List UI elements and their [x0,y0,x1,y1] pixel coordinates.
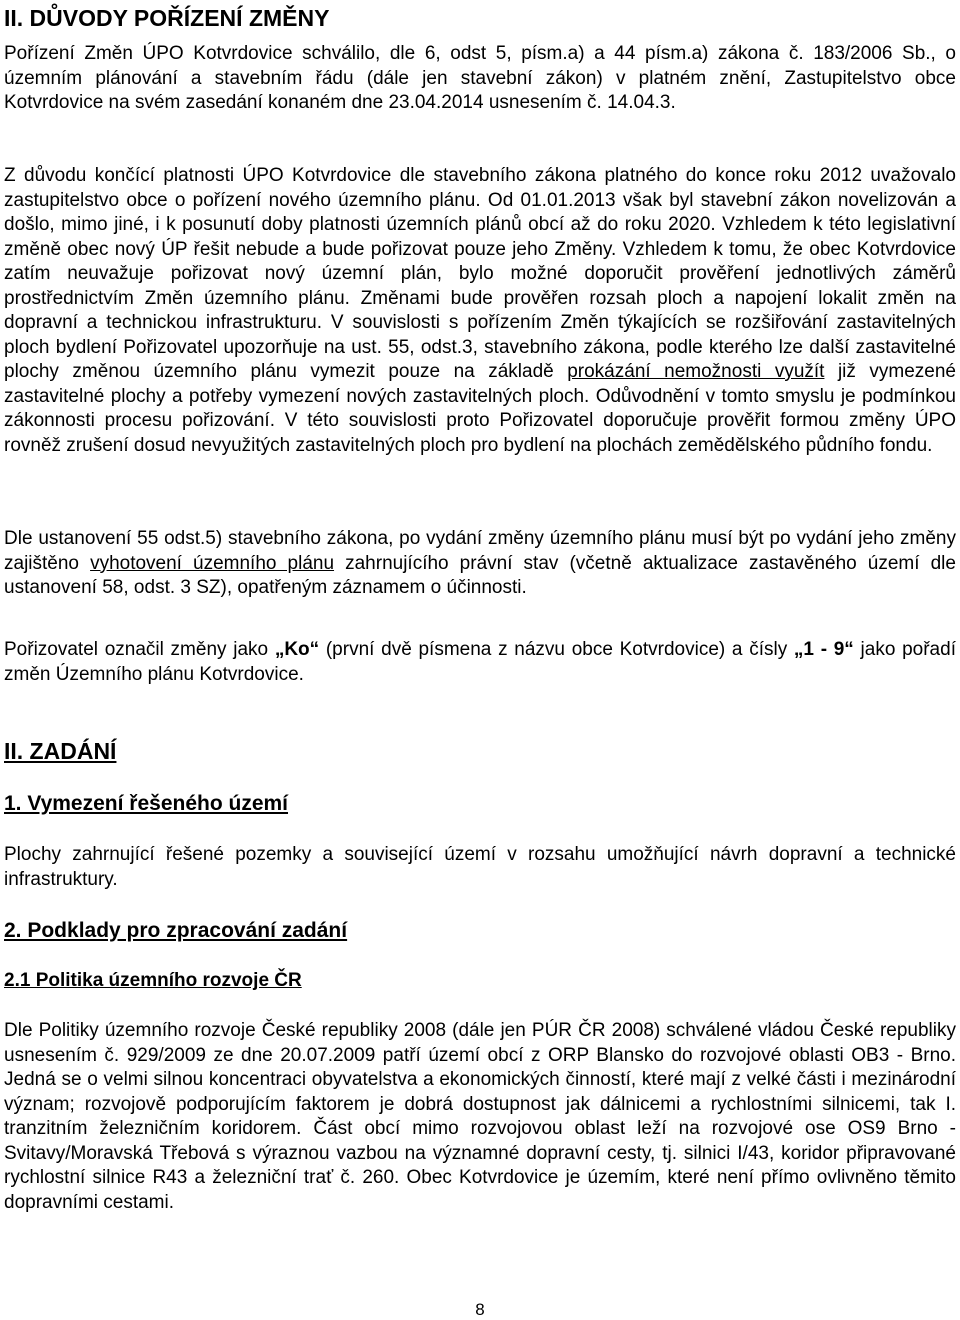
subsection-title-policy: 2.1 Politika územního rozvoje ČR [4,970,302,991]
subsection-title-sources: 2. Podklady pro zpracování zadání [4,919,348,942]
text-run: zahrnujícího právní stav (včetně aktualizace zastavěného území dle ustanovení 58, odst. 3 SZ), opatřeným záznamem o účinnosti. [4,552,956,598]
paragraph-validity-reasoning [4,164,956,458]
text-run: Z důvodu končící platnosti ÚPO Kotvrdovice dle stavebního zákona platného do konce roku 2012 uvažovalo zastupitelstvo obce o pořízení nového územního plánu. Od 01.01.2013 však byl stavební zákon novelizován a došlo, mimo jiné, i k posunutí doby platnosti územních plánů obcí až do roku 2020. Vzhledem k této legislativní změně obec nový ÚP řešit nebude a bude pořizovat pouze jeho Změny. Vzhledem k tomu, že obec Kotvrdovice zatím neuvažuje pořizovat nový územní plán, bylo možné doporučit prověření jednotlivých záměrů prostřednictvím Změn územního plánu. Změnami bude prověřen rozsah ploch a napojení lokalit změn na dopravní a technickou infrastrukturu. V souvislosti s pořízením Změn týkajících se rozšiřování zastavitelných ploch bydlení Pořizovatel upozorňuje na ust. 55, odst.3, stavebního zákona, podle kterého lze další zastavitelné plochy změnou územního plánu vymezit pouze na základě [4,165,956,382]
page-number: 8 [475,1300,485,1319]
text-run: Pořizovatel označil změny jako [4,639,275,660]
bold-text: „1 - 9“ [793,639,854,660]
text-run: již vymezené zastavitelné plochy a potřeby vymezení nových zastavitelných ploch. Odůvodnění v tomto smyslu je podmínkou zákonnosti procesu pořizování. V této souvislosti proto Pořizovatel doporučuje prověřit formou změny ÚPO rovněž zrušení dosud nevyužitých zastavitelných ploch pro bydlení na plochách zemědělského půdního fondu. [4,361,956,456]
section-title-reasons: II. DŮVODY POŘÍZENÍ ZMĚNY [4,5,330,31]
text-run: Dle ustanovení 55 odst.5) stavebního zákona, po vydání změny územního plánu musí být po vydání jeho změny zajištěno [4,528,956,574]
bold-text: „Ko“ [274,639,320,660]
subsection-title-area: 1. Vymezení řešeného území [4,792,289,815]
paragraph-change-labeling [4,638,956,687]
paragraph-area-definition: Plochy zahrnující řešené pozemky a související území v rozsahu umožňující návrh dopravní a technické infrastruktury. [4,844,956,890]
text-run: (první dvě písmena z názvu obce Kotvrdovice) a čísly [319,639,794,660]
underlined-text: prokázání nemožnosti využít [567,361,825,382]
underlined-text: vyhotovení územního plánu [90,552,335,574]
paragraph-territorial-policy: Dle Politiky územního rozvoje České republiky 2008 (dále jen PÚR ČR 2008) schválené vládou České republiky usnesením č. 929/2009 ze dne 20.07.2009 patří území obcí z ORP Blansko do rozvojové oblasti OB3 - Brno. Jedná se o velmi silnou koncentraci obyvatelstva a ekonomických činností, které mají z velké části i mezinárodní význam; rozvojově podporujícím faktorem je dobrá dostupnost jak dálnicemi a rychlostními silnicemi, tak I. tranzitním železničním koridorem. Část obcí mimo rozvojovou oblast leží na rozvojové ose OS9 Brno - Svitavy/Moravská Třebová s výraznou vazbou na významné dopravní cesty, tj. silnici I/43, koridor připravované rychlostní silnice R43 a železniční trať č. 260. Obec Kotvrdovice je územím, které není přímo ovlivněno těmito dopravními cestami. [4,1020,956,1213]
paragraph-plan-issuance [4,527,956,601]
text-run: jako pořadí změn Územního plánu Kotvrdovice. [4,639,956,685]
paragraph-procurement-approval: Pořízení Změn ÚPO Kotvrdovice schválilo, dle 6, odst 5, písm.a) a 44 písm.a) zákona č. 183/2006 Sb., o územním plánování a stavebním řádu (dále jen stavební zákon) v platném znění, Zastupitelstvo obce Kotvrdovice na svém zasedání konaném dne 23.04.2014 usnesením č. 14.04.3. [4,43,956,113]
section-title-assignment: II. ZADÁNÍ [4,738,117,764]
